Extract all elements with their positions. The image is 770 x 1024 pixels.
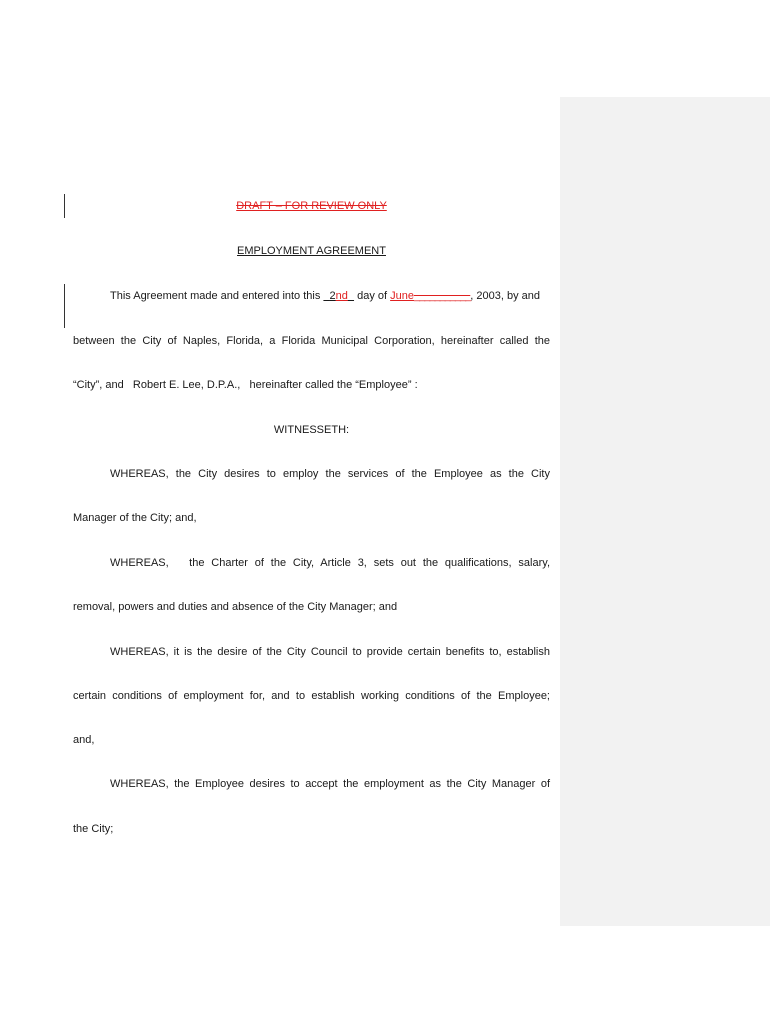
witnesseth-heading: WITNESSETH: [273, 424, 350, 436]
comment-pane [560, 97, 770, 926]
body-line: removal, powers and duties and absence of the City Manager; and [73, 601, 398, 613]
body-line: between the City of Naples, Florida, a Florida Municipal Corporation, hereinafter called the [73, 335, 550, 347]
document-title: EMPLOYMENT AGREEMENT [237, 245, 386, 257]
body-line: certain conditions of employment for, and to establish working conditions of the Employee; [73, 690, 550, 702]
month-deletion: ___________ [413, 290, 471, 302]
body-line: “City”, and Robert E. Lee, D.P.A., hereinafter called the “Employee” : [73, 379, 418, 391]
body-line: WHEREAS, it is the desire of the City Council to provide certain benefits to, establish [110, 646, 550, 658]
change-bar [64, 194, 65, 218]
body-line: the City; [73, 823, 114, 835]
intro-paragraph-line: This Agreement made and entered into this 2nd day of June___________, 2003, by and [110, 290, 540, 302]
month-insertion: June [390, 290, 414, 302]
body-line: WHEREAS, the City desires to employ the services of the Employee as the City [110, 468, 550, 480]
body-line: WHEREAS, the Charter of the City, Article 3, sets out the qualifications, salary, [110, 557, 550, 569]
body-line: WHEREAS, the Employee desires to accept the employment as the City Manager of [110, 778, 550, 790]
day-field: 2nd [329, 290, 348, 302]
change-bar [64, 284, 65, 328]
draft-banner: DRAFT – FOR REVIEW ONLY [236, 200, 387, 212]
body-line: and, [73, 734, 95, 746]
body-line: Manager of the City; and, [73, 512, 197, 524]
